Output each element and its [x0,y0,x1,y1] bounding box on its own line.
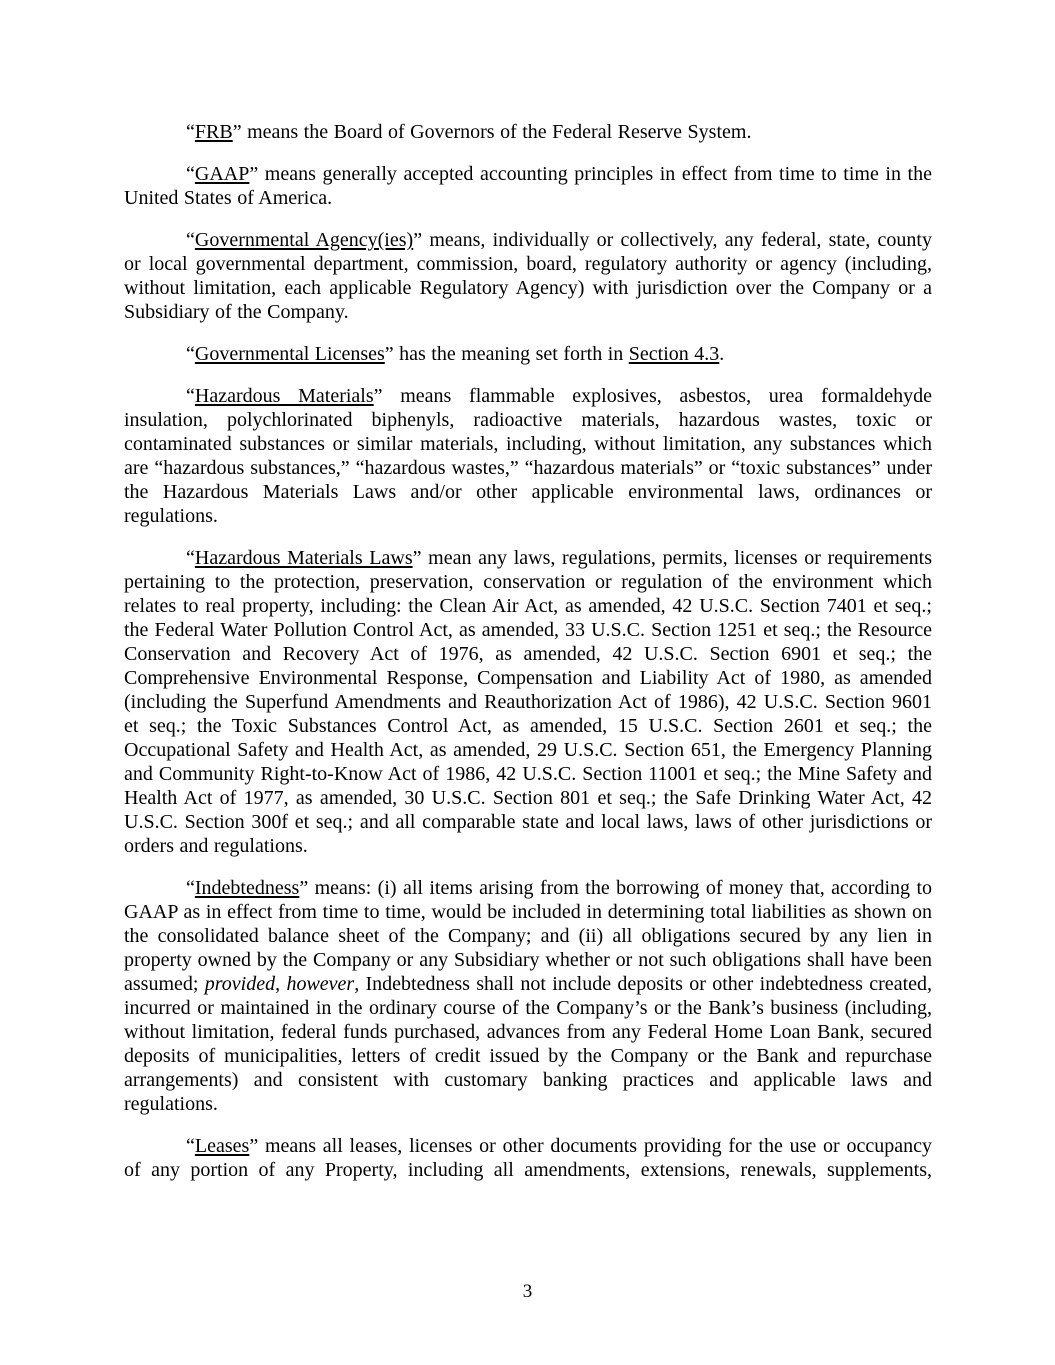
text-run: ” means: (i) all items arising from the borrowing of money that, according to GAAP as in effect from time to time, would be included in determining total liabilities as shown on the consolidated balance sheet of the Company; and (ii) all obligations secured by any lien in property owned by the Company or any Subsidiary whether or not such obligations shall have been assumed; [124,877,932,995]
text-run: “ [186,229,195,251]
text-run: , [275,973,287,995]
text-run: “ [186,877,195,899]
text-run: ” means all leases, licenses or other documents providing for the use or occupancy of any portion of any Property, including all amendments, extensions, renewals, supplements, [124,1135,932,1181]
defined-term: Hazardous Materials [194,385,374,407]
text-run: ” means, individually or collectively, any federal, state, county or local governmental department, commission, board, regulatory authority or agency (including, without limitation, each applicable Regulatory Agency) with jurisdiction over the Company or a Subsidiary of the Company. [124,229,932,323]
paragraph [124,342,932,366]
defined-term: GAAP [194,163,250,185]
text-run: ” has the meaning set forth in [384,343,629,365]
text-run: “ [186,1135,195,1157]
paragraph [124,120,932,144]
paragraph [124,546,932,858]
text-run: “ [186,121,195,143]
text-run: “ [186,163,195,185]
defined-term: FRB [194,121,233,143]
paragraph [124,162,932,210]
text-run: “ [186,547,195,569]
defined-term: Governmental Licenses [194,343,385,365]
defined-term: Governmental Agency(ies) [194,229,414,251]
text-run: . [719,343,725,365]
paragraph [124,228,932,324]
italic-run: however [286,973,355,995]
document-body [124,120,932,1182]
text-run: “ [186,343,195,365]
italic-run: provided [204,973,276,995]
page-number: 3 [522,1281,533,1302]
defined-term: Section 4.3 [628,343,720,365]
text-run: ” means the Board of Governors of the Federal Reserve System. [232,121,752,143]
text-run: “ [186,385,195,407]
text-run: , Indebtedness shall not include deposits or other indebtedness created, incurred or maintained in the ordinary course of the Company’s or the Bank’s business (including, without limitation, federal funds purchased, advances from any Federal Home Loan Bank, secured deposits of municipalities, letters of credit issued by the Company or the Bank and repurchase arrangements) and consistent with customary banking practices and applicable laws and regulations. [124,973,932,1115]
paragraph [124,1134,932,1182]
defined-term: Indebtedness [194,877,300,899]
paragraph [124,876,932,1116]
defined-term: Leases [194,1135,250,1157]
paragraph [124,384,932,528]
defined-term: Hazardous Materials Laws [194,547,413,569]
text-run: ” means flammable explosives, asbestos, urea formaldehyde insulation, polychlorinated biphenyls, radioactive materials, hazardous wastes, toxic or contaminated substances or similar materials, including, without limitation, any substances which are “hazardous substances,” “hazardous wastes,” “hazardous materials” or “toxic substances” under the Hazardous Materials Laws and/or other applicable environmental laws, ordinances or regulations. [124,385,933,527]
text-run: ” mean any laws, regulations, permits, licenses or requirements pertaining to the protection, preservation, conservation or regulation of the environment which relates to real property, including: the Clean Air Act, as amended, 42 U.S.C. Section 7401 et seq.; the Federal Water Pollution Control Act, as amended, 33 U.S.C. Section 1251 et seq.; the Resource Conservation and Recovery Act of 1976, as amended, 42 U.S.C. Section 6901 et seq.; the Comprehensive Environmental Response, Compensation and Liability Act of 1980, as amended (including the Superfund Amendments and Reauthorization Act of 1986), 42 U.S.C. Section 9601 et seq.; the Toxic Substances Control Act, as amended, 15 U.S.C. Section 2601 et seq.; the Occupational Safety and Health Act, as amended, 29 U.S.C. Section 651, the Emergency Planning and Community Right-to-Know Act of 1986, 42 U.S.C. Section 11001 et seq.; the Mine Safety and Health Act of 1977, as amended, 30 U.S.C. Section 801 et seq.; the Safe Drinking Water Act, 42 U.S.C. Section 300f et seq.; and all comparable state and local laws, laws of other jurisdictions or orders and regulations. [124,547,932,857]
text-run: ” means generally accepted accounting principles in effect from time to time in the United States of America. [124,163,932,209]
